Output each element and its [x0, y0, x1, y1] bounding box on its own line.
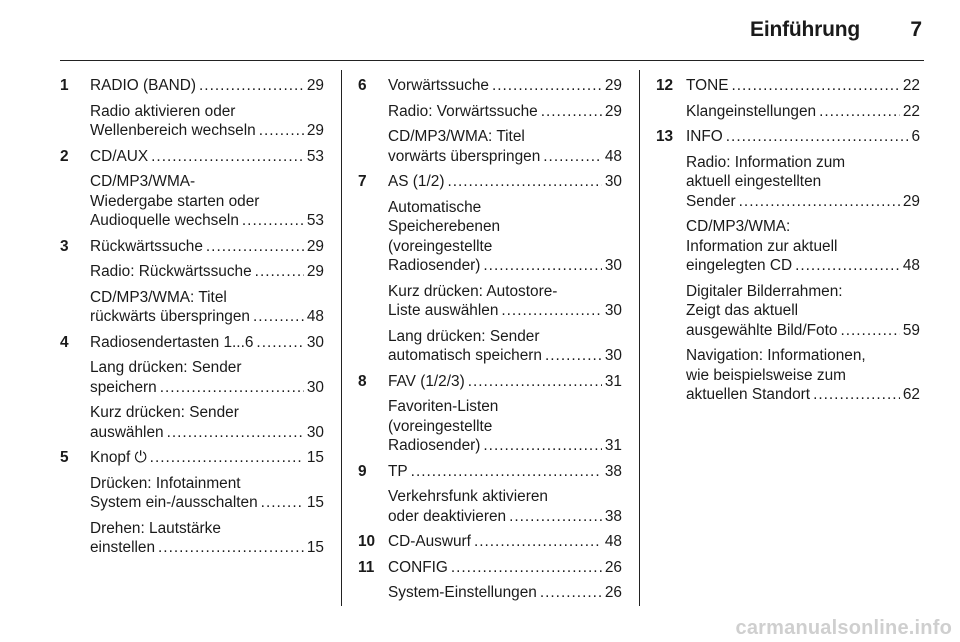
sub-entry-last-line — [388, 256, 622, 276]
sub-entry-last-line — [90, 493, 324, 513]
entry-page-ref: 53 — [306, 147, 324, 165]
sub-entry-text: aktuell eingestellten — [686, 173, 822, 190]
entry-page-ref: 31 — [604, 372, 622, 390]
column-divider — [341, 70, 342, 606]
leader-dots — [739, 192, 900, 212]
toc-entry — [656, 127, 920, 405]
sub-entry-last-line — [686, 102, 920, 122]
sub-entry-text: speichern — [90, 378, 157, 396]
entry-main-line[interactable] — [60, 333, 324, 353]
entry-main-line[interactable] — [358, 558, 622, 578]
leader-dots — [206, 237, 304, 257]
leader-dots — [151, 147, 304, 167]
entry-label: CD/AUX — [90, 147, 149, 165]
entry-number: 12 — [656, 77, 674, 94]
leader-dots — [795, 256, 900, 276]
entry-number: 3 — [60, 237, 69, 255]
leader-dots — [483, 436, 601, 456]
entry-page-ref: 30 — [604, 173, 622, 190]
sub-entry-page-ref: 30 — [604, 347, 622, 364]
leader-dots — [253, 307, 304, 327]
entry-main-line[interactable] — [60, 448, 324, 468]
leader-dots — [540, 583, 602, 603]
sub-entry-text: eingelegten CD — [686, 257, 793, 274]
sub-entry-page-ref: 53 — [306, 212, 324, 229]
sub-entry-text: Lang drücken: Sender — [90, 359, 242, 376]
entry-page-ref: 30 — [306, 333, 324, 351]
toc-column-2 — [358, 76, 622, 603]
watermark: carmanualsonline.info — [735, 617, 952, 639]
sub-entry-text: Verkehrsfunk aktivieren — [388, 488, 548, 505]
sub-entry-text: Wellenbereich wechseln — [90, 122, 256, 139]
entry-number: 4 — [60, 333, 69, 351]
entry-number: 9 — [358, 462, 367, 480]
toc-entry — [358, 558, 622, 603]
entry-number: 6 — [358, 77, 367, 94]
sub-entry-text: Kurz drücken: Sender — [90, 404, 239, 421]
sub-entry-text: Information zur aktuell — [686, 237, 838, 255]
sub-entry[interactable] — [60, 474, 324, 513]
leader-dots — [543, 147, 602, 167]
sub-entry-page-ref: 29 — [306, 122, 324, 139]
sub-entry-text: Lang drücken: Sender — [388, 327, 540, 345]
sub-entry-text: Radio: Rückwärtssuche — [90, 263, 252, 280]
sub-entry[interactable] — [60, 102, 324, 141]
sub-entry-last-line — [388, 102, 622, 122]
entry-page-ref: 48 — [604, 533, 622, 550]
sub-entry[interactable] — [60, 172, 324, 231]
sub-entry-text: Drehen: Lautstärke — [90, 519, 221, 537]
sub-entry-text: automatisch speichern — [388, 347, 542, 364]
sub-entry-page-ref: 48 — [306, 308, 324, 325]
sub-entry-text: CD/MP3/WMA: Titel — [388, 128, 525, 145]
entry-page-ref: 22 — [902, 77, 920, 94]
sub-entry-text: Radio aktivieren oder — [90, 102, 236, 120]
leader-dots — [726, 127, 909, 147]
entry-number: 7 — [358, 173, 367, 190]
toc-entry — [60, 448, 324, 558]
sub-entry-last-line — [90, 378, 324, 398]
sub-entry[interactable] — [358, 102, 622, 122]
sub-entry-last-line — [686, 321, 920, 341]
sub-entry-text: ausgewählte Bild/Foto — [686, 321, 838, 339]
entry-label: RADIO (BAND) — [90, 77, 197, 94]
sub-entry-page-ref: 62 — [902, 386, 920, 403]
leader-dots — [813, 385, 900, 405]
sub-entry[interactable] — [60, 262, 324, 282]
sub-entry-last-line — [388, 583, 622, 603]
sub-entry-page-ref: 29 — [604, 102, 622, 120]
sub-entry[interactable] — [60, 519, 324, 558]
entry-number: 11 — [358, 558, 375, 576]
sub-entry[interactable] — [656, 282, 920, 341]
entry-main-line[interactable] — [656, 76, 920, 96]
sub-entry[interactable] — [358, 583, 622, 603]
sub-entry-text: wie beispielsweise zum — [686, 366, 846, 384]
sub-entry-last-line — [686, 385, 920, 405]
sub-entry-last-line — [686, 256, 920, 276]
leader-dots — [255, 262, 304, 282]
sub-entry-text: CD/MP3/WMA: — [686, 218, 791, 235]
header-divider — [60, 60, 924, 61]
leader-dots — [242, 211, 304, 231]
entry-label: INFO — [686, 128, 723, 145]
sub-entry-page-ref: 22 — [902, 102, 920, 120]
sub-entry-page-ref: 31 — [604, 437, 622, 454]
sub-entry-page-ref: 15 — [306, 494, 324, 511]
leader-dots — [256, 333, 303, 353]
entry-main-line[interactable] — [358, 172, 622, 192]
sub-entry-text: Speicherebenen — [388, 218, 501, 235]
sub-entry-last-line — [388, 507, 622, 527]
sub-entry[interactable] — [358, 127, 622, 166]
toc-column-3 — [656, 76, 920, 405]
entry-number: 10 — [358, 533, 376, 550]
sub-entry[interactable] — [358, 282, 622, 321]
entry-label: Vorwärtssuche — [388, 77, 489, 94]
leader-dots — [150, 448, 304, 468]
entry-number: 1 — [60, 77, 69, 94]
toc-entry — [358, 532, 622, 552]
page-number: 7 — [910, 18, 922, 41]
sub-entry[interactable] — [358, 198, 622, 276]
sub-entry-text: Liste auswählen — [388, 302, 499, 319]
sub-entry-text: Favoriten-Listen — [388, 398, 499, 415]
toc-entry — [358, 372, 622, 456]
entry-page-ref: 29 — [306, 237, 324, 255]
leader-dots — [447, 172, 601, 192]
entry-label: CONFIG — [388, 558, 448, 576]
toc-entry — [60, 76, 324, 141]
leader-dots — [199, 76, 304, 96]
leader-dots — [509, 507, 602, 527]
sub-entry-page-ref: 48 — [604, 147, 622, 165]
sub-entry-last-line — [90, 538, 324, 558]
leader-dots — [167, 423, 304, 443]
leader-dots — [411, 462, 602, 482]
sub-entry-text: CD/MP3/WMA- — [90, 173, 196, 190]
toc-entry — [656, 76, 920, 121]
sub-entry-text: Kurz drücken: Autostore- — [388, 282, 558, 300]
sub-entry-text: auswählen — [90, 423, 164, 441]
entry-label: AS (1/2) — [388, 173, 445, 190]
sub-entry-text: CD/MP3/WMA: Titel — [90, 288, 227, 306]
sub-entry[interactable] — [60, 288, 324, 327]
sub-entry-text: (voreingestellte — [388, 417, 493, 435]
entry-main-line[interactable] — [60, 237, 324, 257]
entry-page-ref: 38 — [604, 462, 622, 480]
entry-label: Radiosendertasten 1...6 — [90, 333, 254, 351]
sub-entry-text: Radio: Information zum — [686, 153, 846, 171]
sub-entry-text: Navigation: Informationen, — [686, 347, 866, 364]
entry-main-line[interactable] — [60, 76, 324, 96]
leader-dots — [158, 538, 304, 558]
sub-entry-text: einstellen — [90, 539, 156, 556]
sub-entry[interactable] — [656, 346, 920, 405]
sub-entry[interactable] — [358, 327, 622, 366]
sub-entry-page-ref: 26 — [604, 584, 622, 601]
leader-dots — [840, 321, 899, 341]
sub-entry[interactable] — [358, 397, 622, 456]
leader-dots — [492, 76, 602, 96]
sub-entry-text: System ein-/ausschalten — [90, 494, 258, 511]
sub-entry-text: Klangeinstellungen — [686, 102, 817, 120]
entry-page-ref: 29 — [604, 77, 622, 94]
sub-entry-page-ref: 59 — [902, 321, 920, 339]
entry-main-line[interactable] — [60, 147, 324, 167]
entry-label: TP — [388, 462, 408, 480]
entry-main-line[interactable] — [358, 532, 622, 552]
sub-entry-page-ref: 29 — [306, 263, 324, 280]
sub-entry-text: vorwärts überspringen — [388, 147, 541, 165]
sub-entry-page-ref: 15 — [306, 539, 324, 556]
sub-entry[interactable] — [60, 403, 324, 442]
entry-label: FAV (1/2/3) — [388, 372, 465, 390]
sub-entry-text: Digitaler Bilderrahmen: — [686, 282, 843, 300]
entry-main-line[interactable] — [358, 372, 622, 392]
sub-entry-text: oder deaktivieren — [388, 507, 507, 525]
sub-entry[interactable] — [656, 102, 920, 122]
sub-entry-last-line — [90, 211, 324, 231]
sub-entry-last-line — [388, 301, 622, 321]
sub-entry-text: Audioquelle wechseln — [90, 212, 239, 229]
sub-entry-text: aktuellen Standort — [686, 386, 811, 403]
page-header — [60, 18, 924, 48]
toc-column-1 — [60, 76, 324, 558]
toc-entry — [358, 172, 622, 366]
sub-entry-text: Radio: Vorwärtssuche — [388, 102, 538, 120]
leader-dots — [501, 301, 602, 321]
leader-dots — [483, 256, 601, 276]
sub-entry-last-line — [388, 346, 622, 366]
sub-entry[interactable] — [358, 487, 622, 526]
sub-entry-last-line — [388, 147, 622, 167]
leader-dots — [468, 372, 602, 392]
toc-entry — [60, 333, 324, 443]
entry-label: CD-Auswurf — [388, 533, 471, 550]
leader-dots — [259, 121, 304, 141]
entry-number: 2 — [60, 147, 69, 165]
sub-entry-text: Radiosender) — [388, 257, 481, 274]
sub-entry-text: (voreingestellte — [388, 237, 493, 255]
sub-entry-last-line — [90, 262, 324, 282]
column-divider — [639, 70, 640, 606]
sub-entry-page-ref: 30 — [306, 378, 324, 396]
sub-entry-text: Automatische — [388, 198, 482, 216]
entry-number: 8 — [358, 372, 367, 390]
sub-entry-last-line — [90, 121, 324, 141]
sub-entry-last-line — [90, 307, 324, 327]
sub-entry-text: System-Einstellungen — [388, 584, 537, 601]
sub-entry-text: Wiedergabe starten oder — [90, 192, 260, 210]
sub-entry-page-ref: 38 — [604, 507, 622, 525]
leader-dots — [261, 493, 304, 513]
toc-entry — [358, 462, 622, 527]
sub-entry-page-ref: 29 — [902, 192, 920, 210]
entry-page-ref: 6 — [911, 128, 920, 145]
sub-entry-text: rückwärts überspringen — [90, 308, 250, 325]
sub-entry-text: Drücken: Infotainment — [90, 474, 241, 492]
sub-entry-last-line — [388, 436, 622, 456]
sub-entry-last-line — [90, 423, 324, 443]
entry-page-ref: 29 — [306, 77, 324, 94]
sub-entry-text: Radiosender) — [388, 437, 481, 454]
sub-entry-last-line — [686, 192, 920, 212]
entry-main-line[interactable] — [358, 462, 622, 482]
toc-entry — [358, 76, 622, 166]
entry-number: 5 — [60, 449, 69, 466]
toc-entry — [60, 237, 324, 327]
entry-label: Rückwärtssuche — [90, 237, 203, 255]
leader-dots — [819, 102, 900, 122]
leader-dots — [731, 76, 899, 96]
sub-entry-page-ref: 30 — [604, 257, 622, 274]
leader-dots — [160, 378, 304, 398]
leader-dots — [545, 346, 602, 366]
entry-label: Knopf ⏻ — [90, 449, 147, 466]
entry-main-line[interactable] — [656, 127, 920, 147]
sub-entry-page-ref: 30 — [604, 302, 622, 319]
page-title: Einführung — [750, 18, 860, 41]
sub-entry-page-ref: 30 — [306, 423, 324, 441]
toc-entry — [60, 147, 324, 231]
sub-entry-text: Zeigt das aktuell — [686, 302, 799, 319]
leader-dots — [474, 532, 602, 552]
entry-label: TONE — [686, 77, 729, 94]
entry-main-line[interactable] — [358, 76, 622, 96]
sub-entry-page-ref: 48 — [902, 257, 920, 274]
sub-entry[interactable] — [656, 217, 920, 276]
leader-dots — [451, 558, 602, 578]
leader-dots — [541, 102, 602, 122]
sub-entry[interactable] — [60, 358, 324, 397]
sub-entry[interactable] — [656, 153, 920, 212]
sub-entry-text: Sender — [686, 192, 736, 210]
entry-page-ref: 26 — [604, 558, 622, 576]
entry-page-ref: 15 — [306, 449, 324, 466]
entry-number: 13 — [656, 128, 674, 145]
